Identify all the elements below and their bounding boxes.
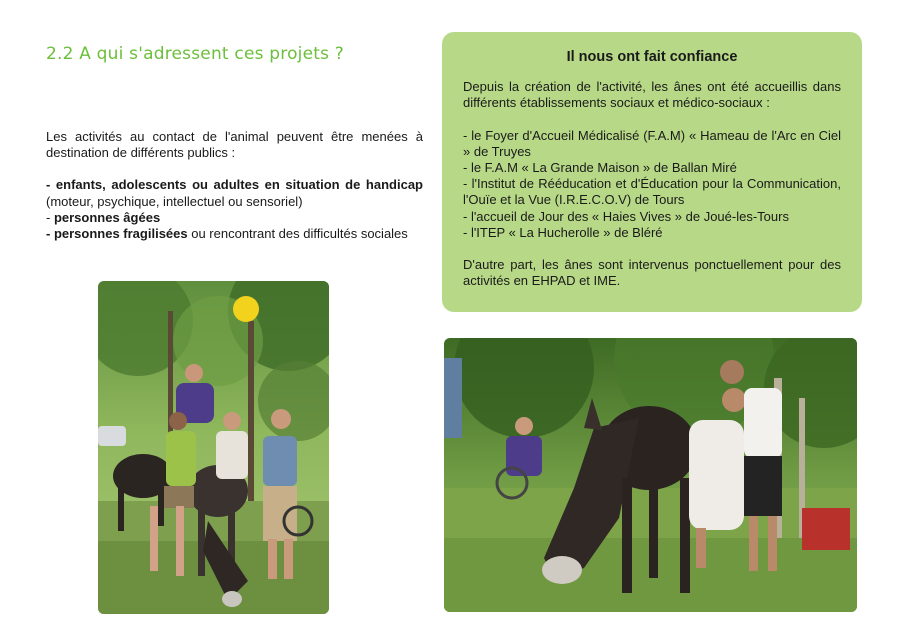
photo-donkey-grazing: [444, 338, 857, 612]
intro-paragraph: Les activités au contact de l'animal peuvent être menées à destination de différents publics :: [46, 129, 423, 161]
audience-text: [46, 129, 423, 242]
section-heading: 2.2 A qui s'adressent ces projets ?: [46, 44, 345, 64]
public-item-elderly-dash: -: [46, 209, 54, 225]
public-item-fragile: [46, 226, 423, 242]
trust-box: [442, 32, 862, 312]
trust-box-item: - le F.A.M « La Grande Maison » de Ballan Miré: [463, 160, 737, 176]
public-item-disability: [46, 177, 423, 209]
public-item-disability-bold: - enfants, adolescents ou adultes en situation de handicap: [46, 177, 423, 193]
trust-box-item: - l'ITEP « La Hucherolle » de Bléré: [463, 224, 663, 240]
trust-box-outro: D'autre part, les ânes sont intervenus ponctuellement pour des activités en EHPAD et IME.: [463, 257, 841, 289]
photo-donkey-balloon: [98, 281, 329, 614]
trust-box-item: - l'accueil de Jour des « Haies Vives » de Joué-les-Tours: [463, 208, 789, 224]
trust-box-item: - le Foyer d'Accueil Médicalisé (F.A.M) « Hameau de l'Arc en Ciel » de Truyes: [463, 127, 841, 159]
public-item-fragile-bold: - personnes fragilisées: [46, 226, 188, 242]
public-item-elderly: [46, 210, 423, 226]
public-item-elderly-bold: personnes âgées: [53, 209, 161, 225]
trust-box-title: Il nous ont fait confiance: [566, 49, 738, 65]
public-item-fragile-detail: ou rencontrant des difficultés sociales: [187, 226, 408, 242]
trust-box-intro: Depuis la création de l'activité, les ânes ont été accueillis dans différents établissements sociaux et médico-sociaux :: [463, 79, 841, 111]
public-item-disability-detail: (moteur, psychique, intellectuel ou sensoriel): [46, 193, 303, 209]
trust-box-item: - l'Institut de Rééducation et d'Éducation pour la Communication, l'Ouïe et la Vue (I.R.E.C.O.V) de Tours: [463, 176, 841, 208]
